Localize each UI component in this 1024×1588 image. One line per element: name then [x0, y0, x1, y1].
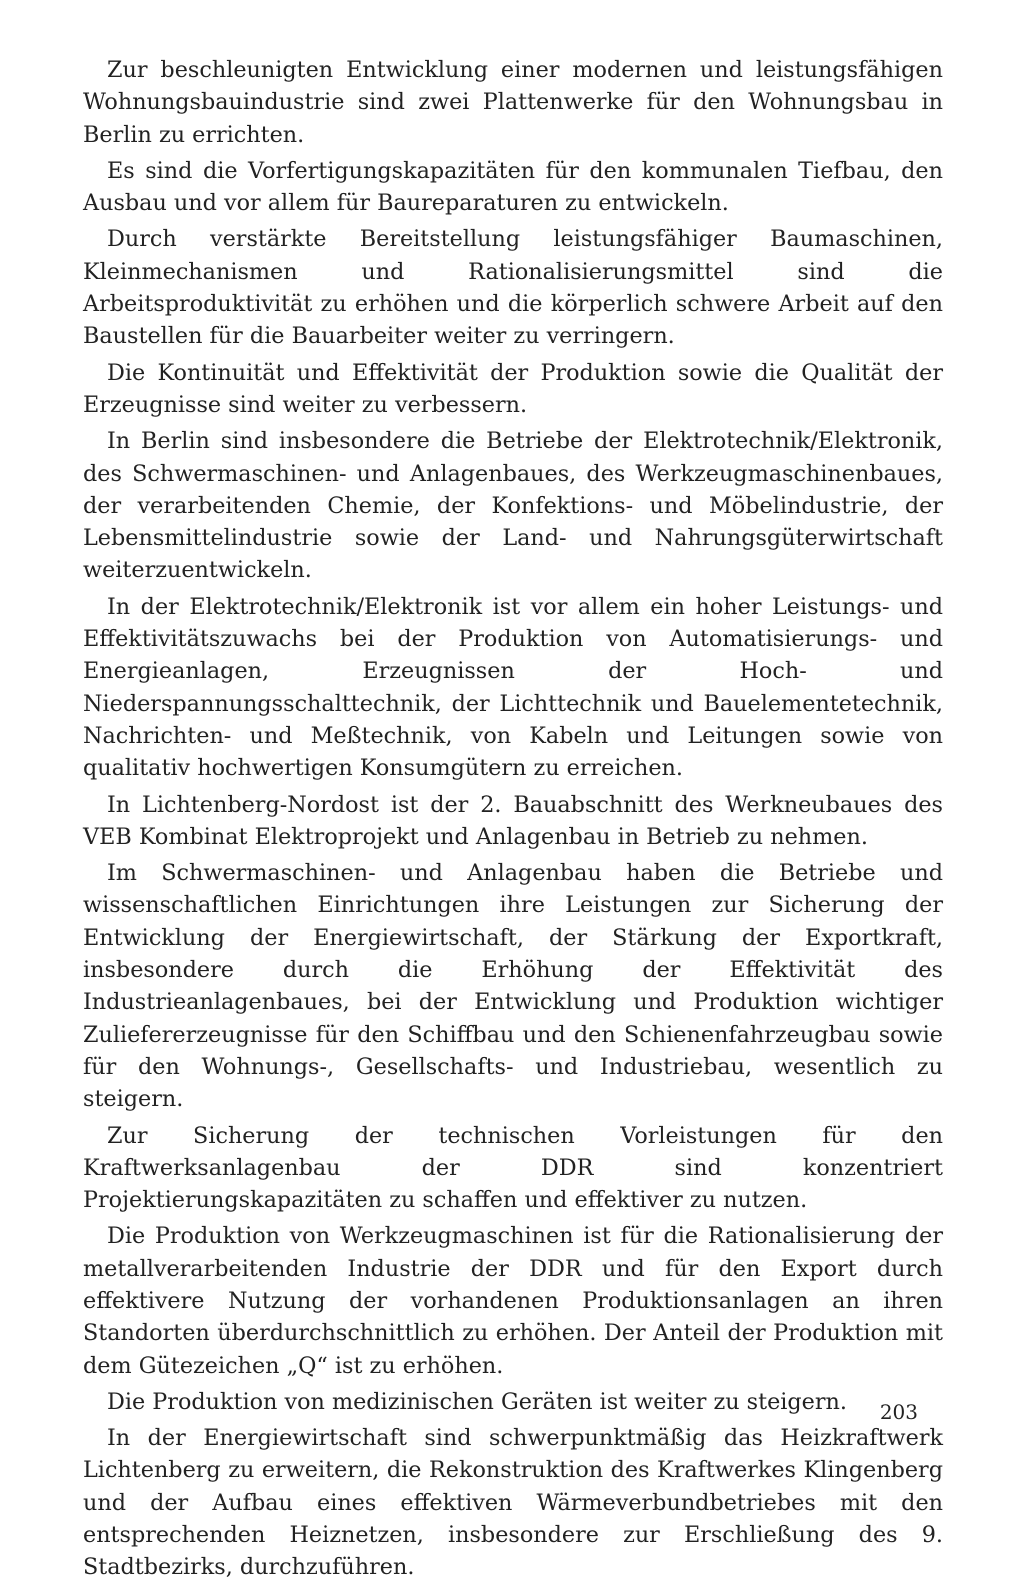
paragraph: Die Produktion von Werkzeugmaschinen ist für die Rationalisierung der metallverarbeitenden Industrie der DDR und für den Export durch effektivere Nutzung der vorhandenen Produktionsanlagen an ihren Standorten überdurchschnittlich zu erhöhen. Der Anteil der Produktion mit dem Gütezeichen „Q“ ist zu erhöhen. [83, 1223, 943, 1379]
paragraph: Die Produktion von medizinischen Geräten ist weiter zu steigern. [107, 1388, 847, 1415]
paragraph: Im Schwermaschinen- und Anlagenbau haben die Betriebe und wissenschaftlichen Einrichtungen ihre Leistungen zur Sicherung der Entwicklung der Energiewirtschaft, der Stärkung der Exportkraft, insbesondere durch die Erhöhung der Effektivität des Industrieanlagenbaues, bei der Entwicklung und Produktion wichtiger Zuliefererzeugnisse für den Schiffbau und den Schienenfahrzeugbau sowie für den Wohnungs-, Gesellschafts- und Industriebau, wesentlich zu steigern. [83, 860, 943, 1113]
document-body [83, 54, 943, 1588]
paragraph: In Berlin sind insbesondere die Betriebe der Elektrotechnik/Elektronik, des Schwermaschinen- und Anlagenbaues, des Werkzeugmaschinenbaues, der verarbeitenden Chemie, der Konfektions- und Möbelindustrie, der Lebensmittelindustrie sowie der Land- und Nahrungsgüterwirtschaft weiterzuentwickeln. [83, 428, 943, 584]
paragraph: Zur beschleunigten Entwicklung einer modernen und leistungsfähigen Wohnungsbauindustrie sind zwei Plattenwerke für den Wohnungsbau in Berlin zu errichten. [83, 57, 943, 148]
paragraph: Durch verstärkte Bereitstellung leistungsfähiger Baumaschinen, Kleinmechanismen und Rationalisierungsmittel sind die Arbeitsproduktivität zu erhöhen und die körperlich schwere Arbeit auf den Baustellen für die Bauarbeiter weiter zu verringern. [83, 226, 943, 350]
paragraph: In der Energiewirtschaft sind schwerpunktmäßig das Heizkraftwerk Lichtenberg zu erweitern, die Rekonstruktion des Kraftwerkes Klingenberg und der Aufbau eines effektiven Wärmeverbundbetriebes mit den entsprechenden Heiznetzen, insbesondere zur Erschließung des 9. Stadtbezirks, durchzuführen. [83, 1425, 943, 1581]
paragraph: In der Elektrotechnik/Elektronik ist vor allem ein hoher Leistungs- und Effektivitätszuwachs bei der Produktion von Automatisierungs- und Energieanlagen, Erzeugnissen der Hoch- und Niederspannungsschalttechnik, der Lichttechnik und Bauelementetechnik, Nachrichten- und Meßtechnik, von Kabeln und Leitungen sowie von qualitativ hochwertigen Konsumgütern zu erreichen. [83, 593, 943, 782]
paragraph: Zur Sicherung der technischen Vorleistungen für den Kraftwerksanlagenbau der DDR sind konzentriert Projektierungskapazitäten zu schaffen und effektiver zu nutzen. [83, 1122, 943, 1214]
paragraph: Die Kontinuität und Effektivität der Produktion sowie die Qualität der Erzeugnisse sind weiter zu verbessern. [83, 359, 943, 418]
paragraph: In Lichtenberg-Nordost ist der 2. Bauabschnitt des Werkneubaues des VEB Kombinat Elektroprojekt und Anlagenbau in Betrieb zu nehmen. [83, 791, 943, 850]
paragraph: Es sind die Vorfertigungskapazitäten für den kommunalen Tiefbau, den Ausbau und vor allem für Baureparaturen zu entwickeln. [83, 157, 943, 217]
page-number: 203 [879, 1400, 918, 1424]
